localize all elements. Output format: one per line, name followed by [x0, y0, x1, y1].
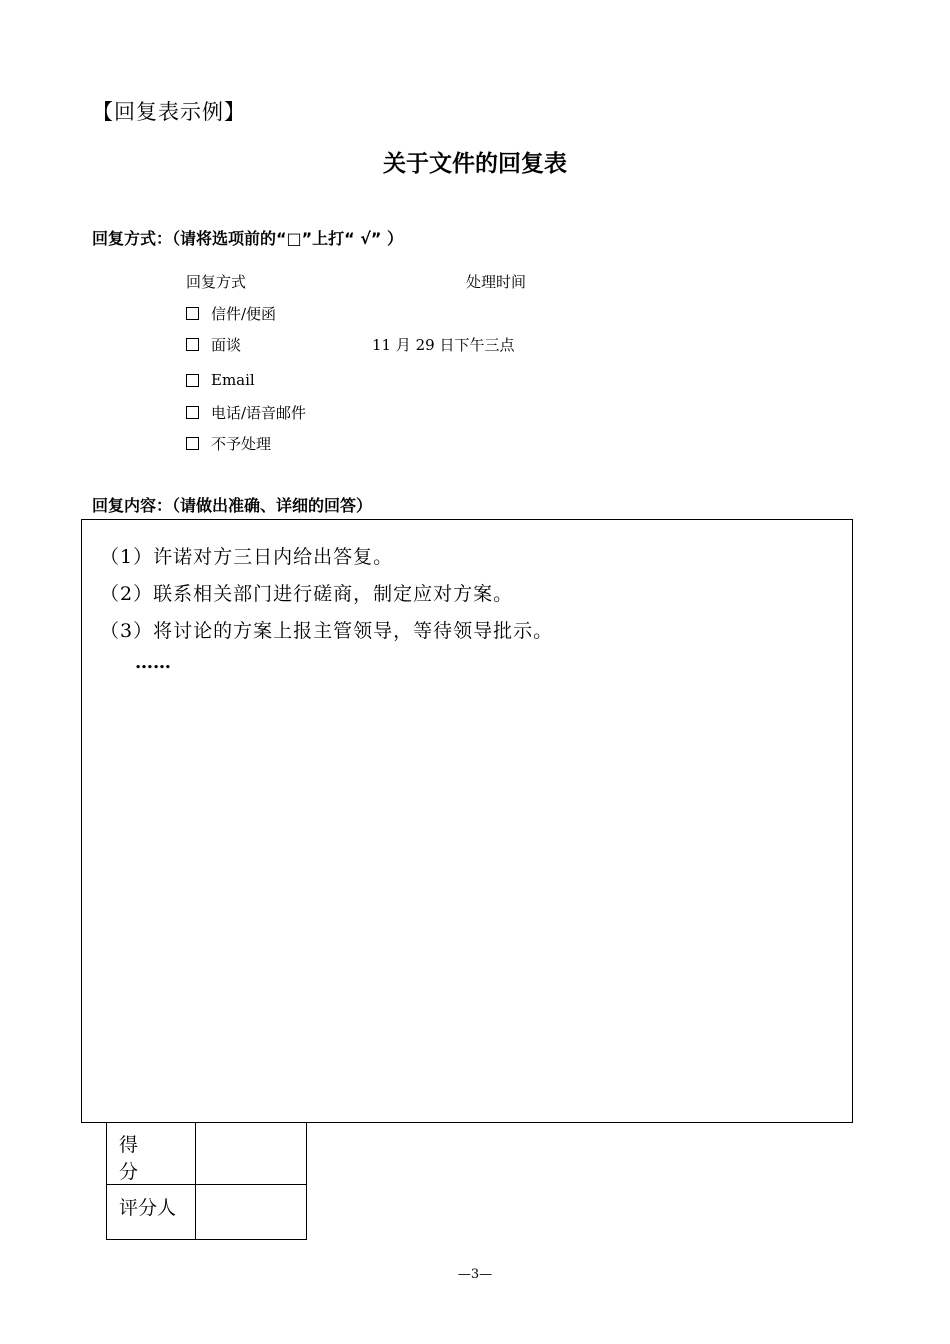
content-line-3: （3）将讨论的方案上报主管领导，等待领导批示。	[100, 620, 554, 642]
option-label: Email	[211, 371, 255, 389]
checkbox-email[interactable]	[186, 374, 199, 387]
scorer-value-cell[interactable]	[196, 1185, 307, 1240]
option-phone[interactable]	[186, 402, 306, 423]
option-letter[interactable]	[186, 303, 276, 324]
option-time-meeting: 11 月 29 日下午三点	[372, 336, 515, 354]
column-header-method: 回复方式	[186, 273, 247, 291]
page-number: —3—	[457, 1267, 493, 1282]
content-line-1: （1）许诺对方三日内给出答复。	[100, 546, 394, 568]
scorer-label: 评分人	[119, 1197, 177, 1219]
option-email[interactable]	[186, 371, 255, 389]
page-title: 关于文件的回复表	[383, 151, 567, 177]
checkbox-no-action[interactable]	[186, 437, 199, 450]
column-header-time: 处理时间	[466, 273, 527, 291]
reply-content-box[interactable]	[81, 519, 853, 1123]
option-meeting[interactable]	[186, 334, 241, 355]
checkbox-meeting[interactable]	[186, 338, 199, 351]
option-no-action[interactable]	[186, 433, 271, 454]
checkbox-letter[interactable]	[186, 307, 199, 320]
option-label: 不予处理	[211, 435, 272, 453]
option-label: 面谈	[211, 336, 242, 354]
reply-method-label: 回复方式：（请将选项前的“□”上打“ √” ）	[92, 229, 403, 248]
score-label-cell	[107, 1122, 196, 1185]
content-line-2: （2）联系相关部门进行磋商，制定应对方案。	[100, 583, 514, 605]
option-label: 电话/语音邮件	[211, 404, 307, 422]
checkbox-phone[interactable]	[186, 406, 199, 419]
score-label: 得 分	[119, 1134, 157, 1183]
option-label: 信件/便函	[211, 305, 277, 323]
scorer-label-cell	[107, 1185, 196, 1240]
reply-content-label: 回复内容：（请做出准确、详细的回答）	[92, 496, 373, 515]
sample-label: 【回复表示例】	[92, 100, 246, 124]
score-value-cell[interactable]	[196, 1122, 307, 1185]
content-ellipsis: ……	[135, 652, 171, 673]
score-table	[106, 1122, 307, 1240]
